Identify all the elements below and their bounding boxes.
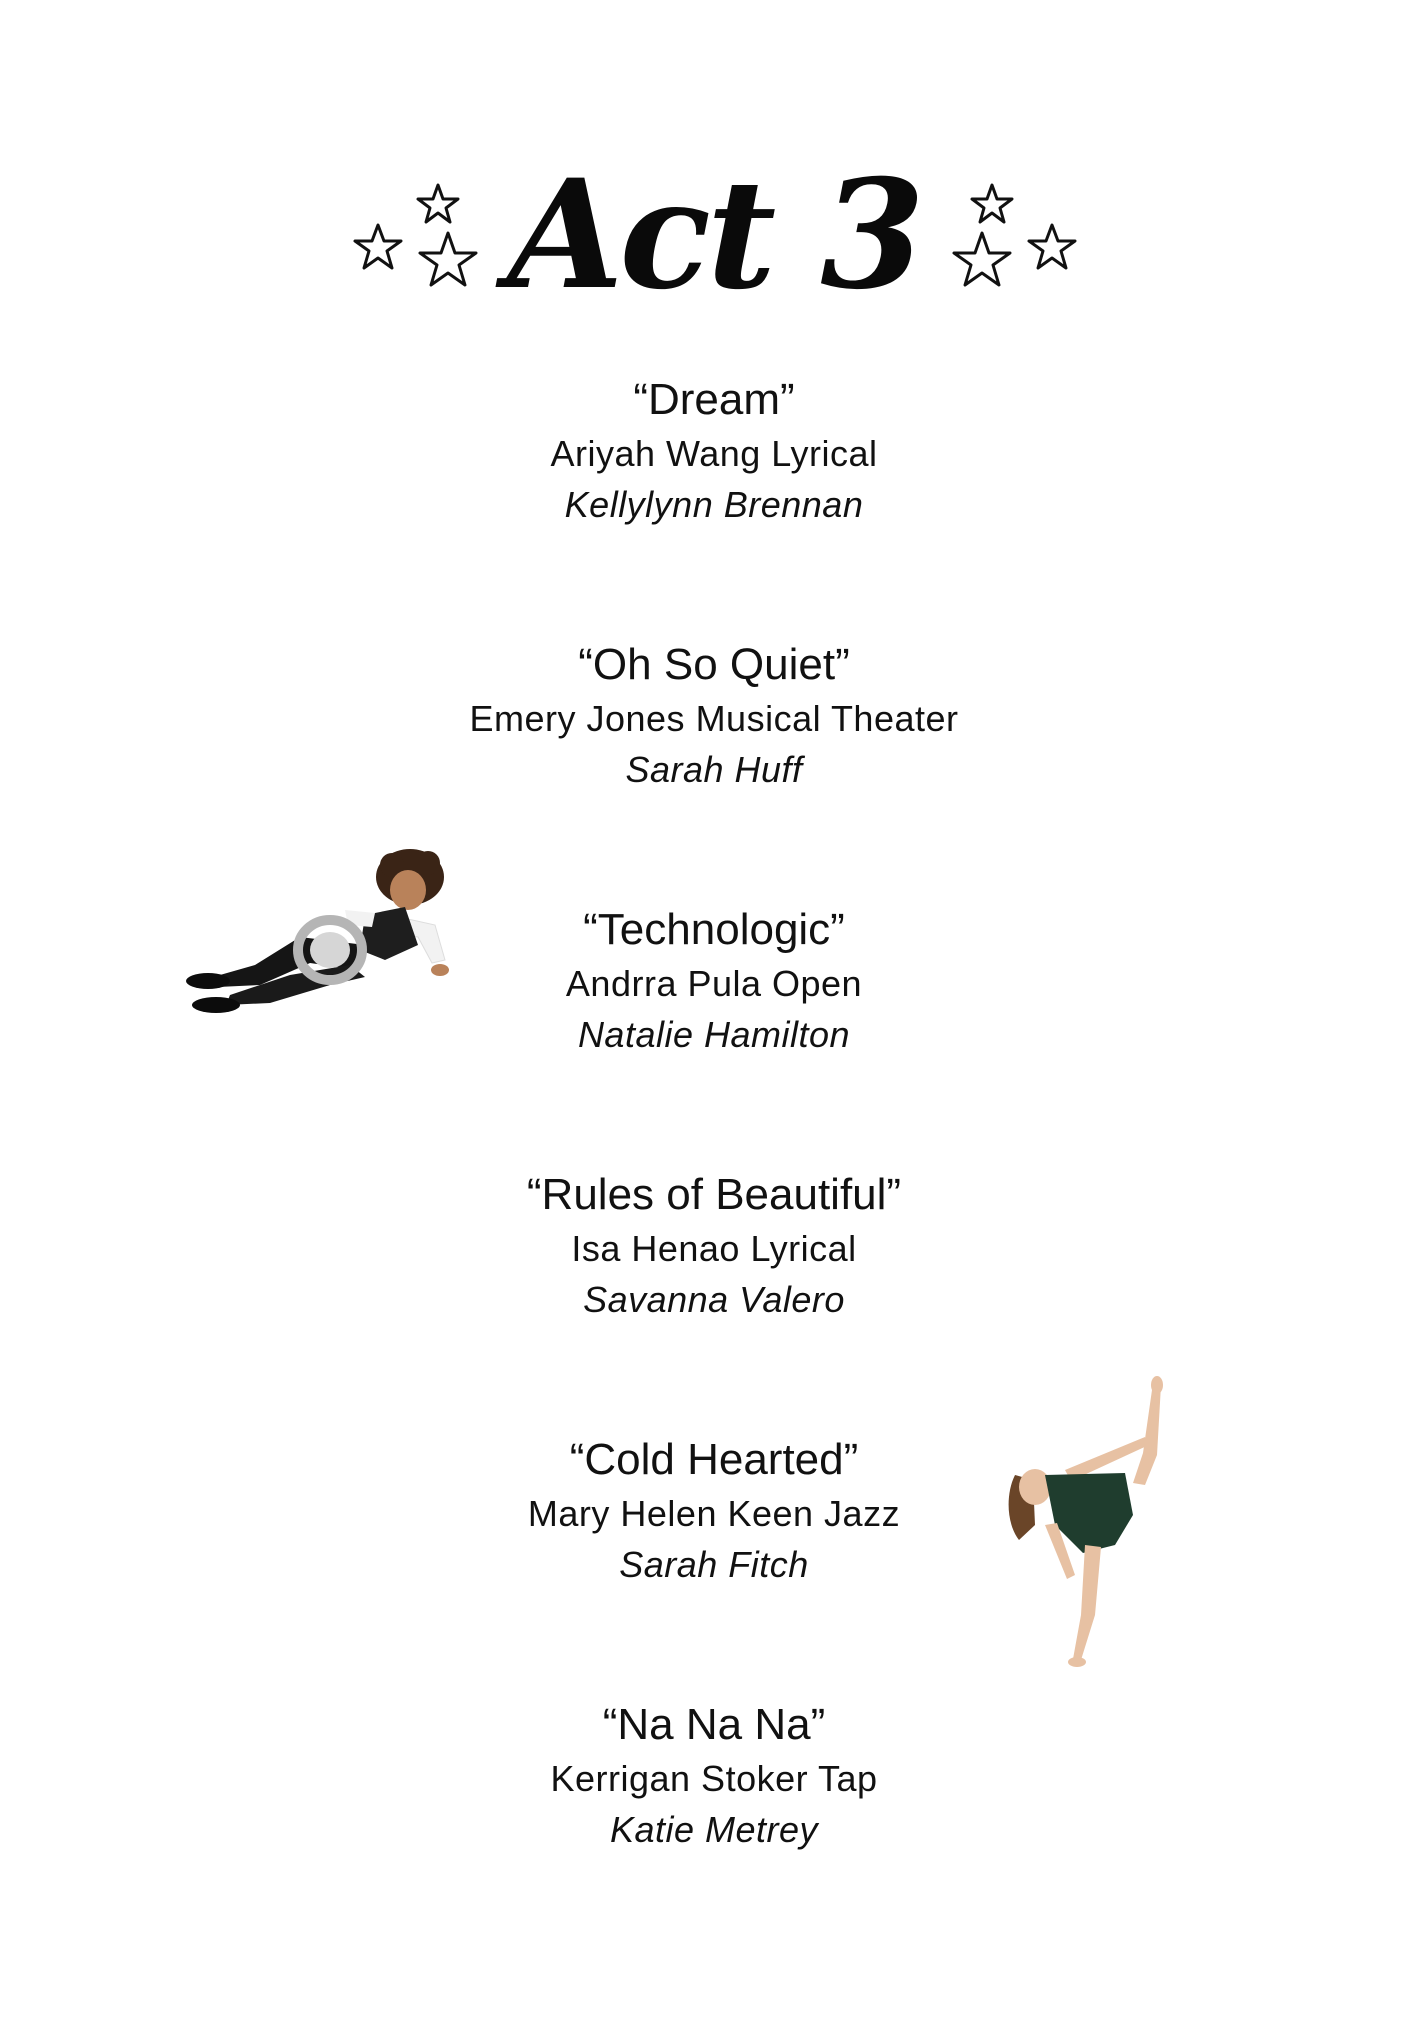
program-entry — [0, 372, 1428, 530]
choreographer-name: Sarah Fitch — [619, 1544, 809, 1585]
performer-name: Isa Henao Lyrical — [571, 1228, 857, 1269]
choreographer-name: Sarah Huff — [625, 749, 803, 790]
song-title: “Rules of Beautiful” — [526, 1170, 902, 1219]
song-title: “Na Na Na” — [602, 1700, 826, 1749]
song-title: “Oh So Quiet” — [578, 640, 850, 689]
performer-name: Kerrigan Stoker Tap — [550, 1758, 878, 1799]
program-entry — [0, 637, 1428, 795]
choreographer-name: Kellylynn Brennan — [564, 484, 864, 525]
stars-icon — [930, 175, 1080, 315]
choreographer-name: Natalie Hamilton — [577, 1014, 851, 1055]
program-entry — [0, 1697, 1428, 1855]
act-header — [0, 147, 1428, 323]
act-title: Act 3 — [507, 147, 921, 323]
program-entry — [0, 1167, 1428, 1325]
dancer-photo — [160, 845, 450, 1015]
performer-name: Ariyah Wang Lyrical — [550, 433, 878, 474]
song-title: “Technologic” — [583, 905, 845, 954]
song-title: “Dream” — [633, 375, 795, 424]
song-title: “Cold Hearted” — [569, 1435, 859, 1484]
dancer-photo — [1005, 1375, 1185, 1670]
program-entry — [0, 1432, 1428, 1590]
performer-name: Emery Jones Musical Theater — [469, 698, 959, 739]
performer-name: Mary Helen Keen Jazz — [527, 1493, 901, 1534]
choreographer-name: Savanna Valero — [583, 1279, 845, 1320]
choreographer-name: Katie Metrey — [609, 1809, 819, 1850]
performer-name: Andrra Pula Open — [565, 963, 863, 1004]
